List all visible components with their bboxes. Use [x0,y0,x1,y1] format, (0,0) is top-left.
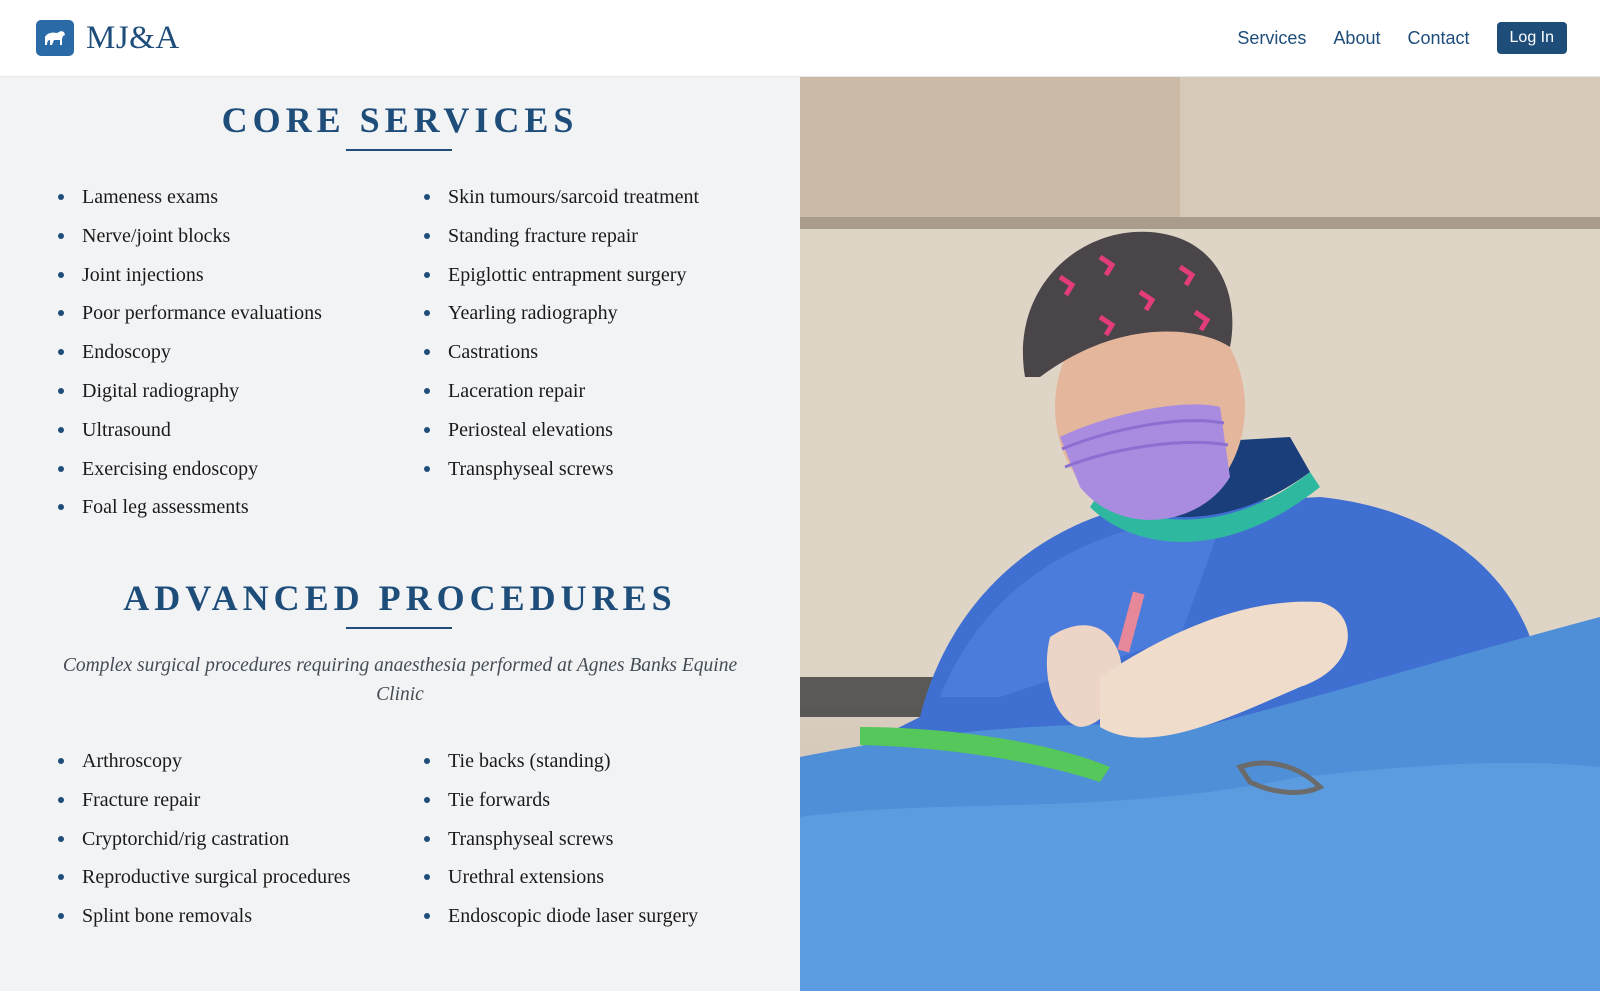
list-item: Laceration repair [424,381,699,420]
advanced-procedures-list-left [58,751,350,945]
list-item: Arthroscopy [58,751,350,790]
list-item: Transphyseal screws [424,829,698,868]
nav-about[interactable]: About [1333,27,1381,48]
list-item: Epiglottic entrapment surgery [424,265,699,304]
list-item: Transphyseal screws [424,459,699,498]
core-services-list-right [424,187,699,497]
horse-icon [36,20,74,56]
nav-services[interactable]: Services [1237,27,1307,48]
list-item: Exercising endoscopy [58,459,322,498]
title-underline [346,627,452,629]
advanced-procedures-list-right [424,751,698,945]
surgeon-illustration [800,77,1600,991]
list-item: Standing fracture repair [424,226,699,265]
list-item: Ultrasound [58,420,322,459]
list-item: Fracture repair [58,790,350,829]
main-nav [1237,22,1567,54]
services-panel [0,77,800,991]
list-item: Poor performance evaluations [58,303,322,342]
nav-contact[interactable]: Contact [1407,27,1470,48]
surgeon-photo [800,77,1600,991]
list-item: Castrations [424,342,699,381]
brand-name: MJ&A [86,19,180,56]
list-item: Skin tumours/sarcoid treatment [424,187,699,226]
site-header [0,0,1600,77]
brand[interactable] [36,20,180,57]
list-item: Foal leg assessments [58,497,322,536]
title-underline [346,149,452,151]
list-item: Yearling radiography [424,303,699,342]
list-item: Splint bone removals [58,906,350,945]
list-item: Endoscopy [58,342,322,381]
list-item: Joint injections [58,265,322,304]
advanced-procedures-subtitle: Complex surgical procedures requiring anaesthesia performed at Agnes Banks Equine Clinic [62,655,738,705]
core-services-list-left [58,187,322,536]
list-item: Urethral extensions [424,867,698,906]
list-item: Lameness exams [58,187,322,226]
list-item: Tie backs (standing) [424,751,698,790]
list-item: Periosteal elevations [424,420,699,459]
core-services-title: CORE SERVICES [221,100,579,140]
list-item: Cryptorchid/rig castration [58,829,350,868]
list-item: Endoscopic diode laser surgery [424,906,698,945]
list-item: Digital radiography [58,381,322,420]
login-button[interactable]: Log In [1497,22,1567,54]
list-item: Nerve/joint blocks [58,226,322,265]
list-item: Reproductive surgical procedures [58,867,350,906]
advanced-procedures-title: ADVANCED PROCEDURES [123,578,677,618]
list-item: Tie forwards [424,790,698,829]
